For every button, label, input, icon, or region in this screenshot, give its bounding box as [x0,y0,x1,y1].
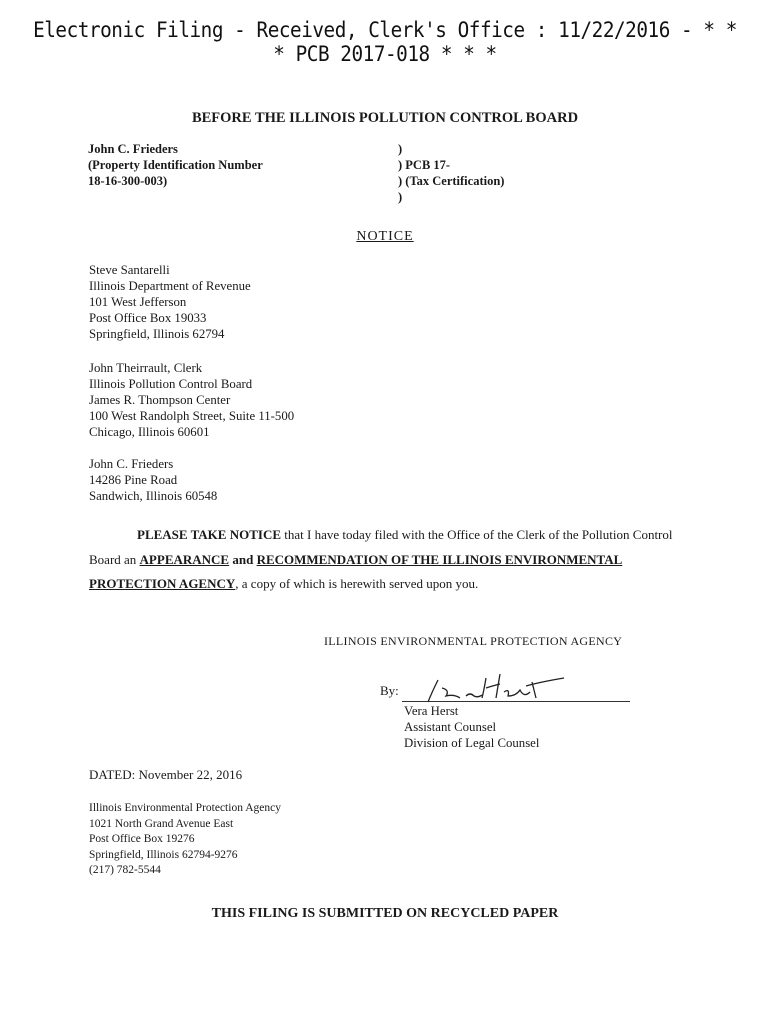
agency-address-block [89,801,281,879]
address-line: Springfield, Illinois 62794-9276 [89,848,238,861]
signer-name: Vera Herst [404,704,459,718]
address-line: (217) 782-5544 [89,864,161,876]
address-line: Illinois Environmental Protection Agency [89,802,281,814]
recycled-paper-notice: THIS FILING IS SUBMITTED ON RECYCLED PAPER [211,906,559,921]
notice-title: NOTICE [356,229,414,244]
board-heading: BEFORE THE ILLINOIS POLLUTION CONTROL BOARD [191,110,579,126]
address-line: Sandwich, Illinois 60548 [89,489,218,503]
case-caption-party [88,141,263,189]
recipient-block-revenue [89,262,251,342]
recipient-block-petitioner [89,456,217,504]
address-line: James R. Thompson Center [89,393,231,407]
address-line: John Theirrault, Clerk [89,361,203,375]
address-line: 1021 North Grand Avenue East [89,817,234,830]
address-line: John C. Frieders [89,457,174,471]
filing-stamp: Electronic Filing - Received, Clerk's Office : 11/22/2016 - * * * PCB 2017-018 * * * [33,18,737,66]
address-line: Illinois Pollution Control Board [89,377,253,391]
address-line: Chicago, Illinois 60601 [89,425,210,439]
date-line: DATED: November 22, 2016 [89,767,243,782]
recipient-block-clerk [89,360,294,440]
signer-division: Division of Legal Counsel [404,736,540,750]
caption-line: ) PCB 17- [398,158,451,172]
caption-line: John C. Frieders [88,142,178,156]
notice-conjunction: and [229,551,257,567]
notice-lead: PLEASE TAKE NOTICE [137,527,282,542]
address-line: Steve Santarelli [89,263,170,277]
address-line: 101 West Jefferson [89,295,187,309]
agency-name: ILLINOIS ENVIRONMENTAL PROTECTION AGENCY [324,634,623,648]
caption-line: ) [398,142,403,156]
caption-line: (Property Identification Number [88,158,263,172]
document-title-recommendation: RECOMMENDATION OF THE ILLINOIS ENVIRONMENTAL PROTECTION AGENCY [89,551,623,591]
notice-text: that I have today filed with the Office of the Clerk of the Pollution Control Board an [89,527,673,567]
address-line: Illinois Department of Revenue [89,279,251,293]
address-line: 14286 Pine Road [89,473,178,487]
address-line: Post Office Box 19033 [89,311,207,325]
address-line: 100 West Randolph Street, Suite 11-500 [89,409,295,423]
address-line: Springfield, Illinois 62794 [89,327,225,341]
signer-block [404,703,539,751]
case-caption-number [398,141,504,205]
by-label: By: [380,683,399,698]
caption-line: 18-16-300-003) [88,174,168,188]
address-line: Post Office Box 19276 [89,833,195,845]
caption-line: ) (Tax Certification) [398,174,505,188]
document-title-appearance: APPEARANCE [139,551,230,567]
signer-title: Assistant Counsel [404,720,497,734]
caption-line: ) [398,190,403,204]
notice-paragraph [89,523,689,597]
notice-text: , a copy of which is herewith served upon you. [235,576,479,591]
